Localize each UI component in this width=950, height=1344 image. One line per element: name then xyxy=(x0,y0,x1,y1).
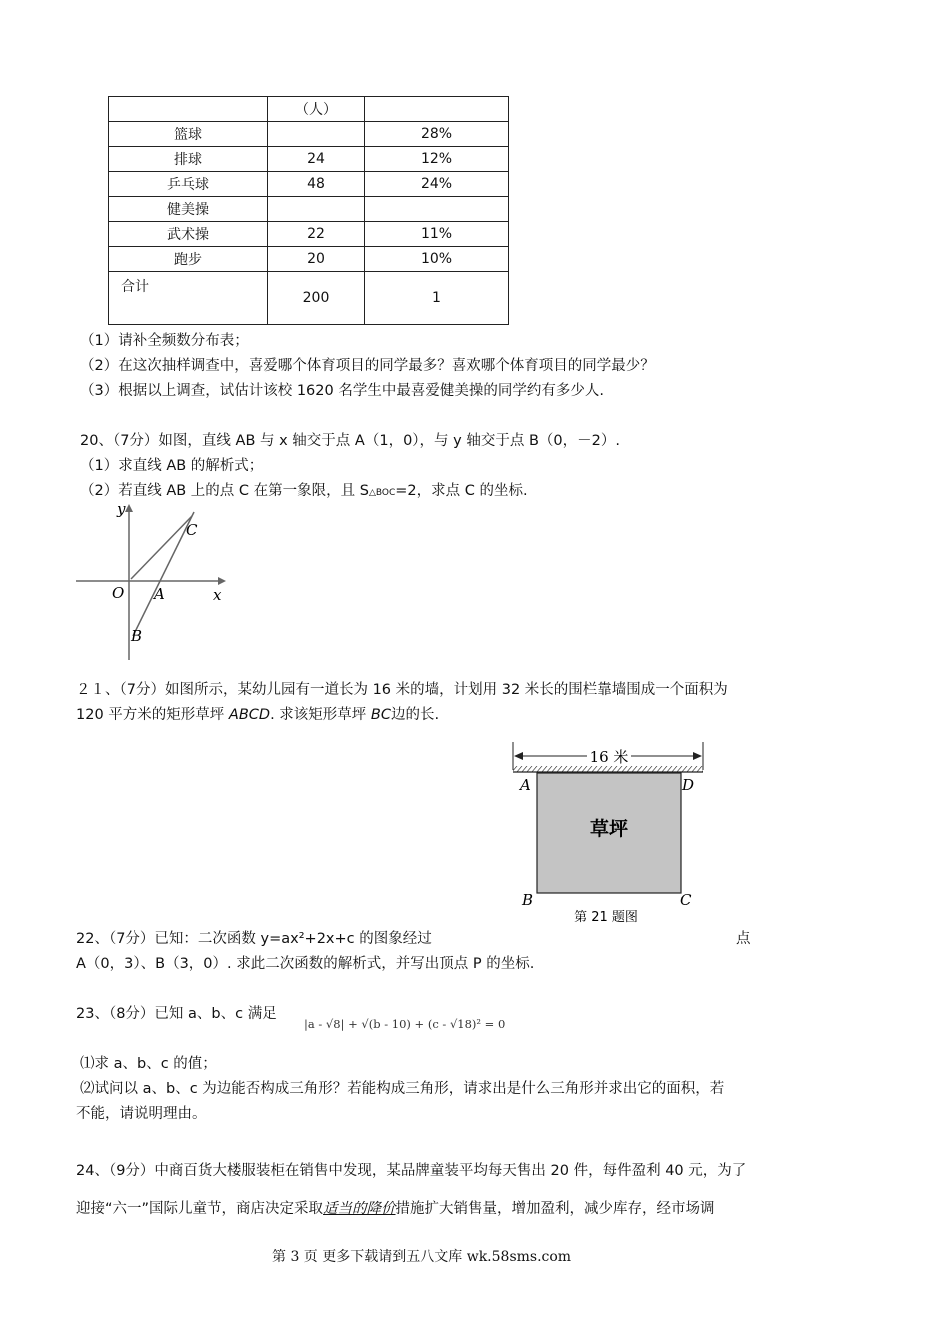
table-row xyxy=(109,222,509,247)
table-cell xyxy=(365,97,509,122)
wall-hatch xyxy=(513,766,703,772)
q23-part2-cont: 不能，请说明理由。 xyxy=(76,1106,207,1122)
q22-line2: A（0，3）、B（3，0）. 求此二次函数的解析式，并写出顶点 P 的坐标. xyxy=(76,956,535,972)
table-cell: 篮球 xyxy=(109,122,268,147)
table-cell: 乒乓球 xyxy=(109,172,268,197)
q19-part3: （3）根据以上调查，试估计该校 1620 名学生中最喜爱健美操的同学约有多少人. xyxy=(80,383,604,399)
table-cell: 48 xyxy=(268,172,365,197)
q20-part2-tail: =2，求点 C 的坐标. xyxy=(395,483,528,499)
q21-abcd: ABCD xyxy=(228,707,271,723)
label-x: x xyxy=(213,586,222,604)
q24-line2 xyxy=(76,1199,715,1219)
label-o: O xyxy=(112,584,125,602)
table-cell xyxy=(268,122,365,147)
q24-underlined: 适当的降价 xyxy=(323,1201,396,1217)
q21-text-a: 120 平方米的矩形草坪 xyxy=(76,707,229,723)
vertex-a: A xyxy=(520,776,531,794)
q23-part1: ⑴求 a、b、c 的值； xyxy=(80,1056,217,1072)
label-c: C xyxy=(186,521,198,539)
table-cell xyxy=(268,197,365,222)
q23-stem: 23、（8分）已知 a、b、c 满足 xyxy=(76,1006,277,1022)
table-cell: 20 xyxy=(268,247,365,272)
q21-text-c: 边的长. xyxy=(390,707,440,723)
q19-part2: （2）在这次抽样调查中，喜爱哪个体育项目的同学最多？喜欢哪个体育项目的同学最少？ xyxy=(80,358,655,374)
y-axis-arrow xyxy=(125,504,133,512)
table-cell: 24% xyxy=(365,172,509,197)
page-footer: 第 3 页 更多下载请到五八文库 wk.58sms.com xyxy=(272,1249,572,1265)
q23-formula: |a - √8| + √(b - 10) + (c - √18)² = 0 xyxy=(304,1017,506,1031)
table-cell: 排球 xyxy=(109,147,268,172)
q23-part2: ⑵试问以 a、b、c 为边能否构成三角形？若能构成三角形，请求出是什么三角形并求出它的面积，若 xyxy=(80,1081,725,1097)
table-row xyxy=(109,272,509,325)
q21-lawn-figure xyxy=(505,738,715,928)
table-cell: 12% xyxy=(365,147,509,172)
q20-subscript: △BOC xyxy=(368,488,396,498)
table-cell xyxy=(109,97,268,122)
vertex-b: B xyxy=(522,891,534,909)
q24-line1: 24、（9分）中商百货大楼服装柜在销售中发现，某品牌童装平均每天售出 20 件，每件盈利 40 元，为了 xyxy=(76,1163,747,1179)
dimension-arrow-right xyxy=(693,752,702,760)
table-cell: （人） xyxy=(268,97,365,122)
table-row xyxy=(109,172,509,197)
label-b: B xyxy=(131,627,143,645)
table-cell: 11% xyxy=(365,222,509,247)
dimension-arrow-left xyxy=(514,752,523,760)
table-row xyxy=(109,122,509,147)
q21-line2 xyxy=(76,705,439,725)
figure-caption: 第 21 题图 xyxy=(574,910,638,925)
table-cell: 28% xyxy=(365,122,509,147)
x-axis-arrow xyxy=(218,577,226,585)
line-ab xyxy=(133,512,194,636)
label-y: y xyxy=(117,500,126,518)
table-cell: 24 xyxy=(268,147,365,172)
segment-oc xyxy=(131,516,192,579)
table-row xyxy=(109,197,509,222)
q24-text-a: 迎接“六一”国际儿童节，商店决定采取 xyxy=(76,1201,324,1217)
table-cell: 合计 xyxy=(109,272,268,325)
q20-coordinate-figure xyxy=(70,496,240,666)
q21-bc: BC xyxy=(370,707,391,723)
table-row xyxy=(109,97,509,122)
wall-length-label: 16 米 xyxy=(589,748,629,766)
table-cell: 健美操 xyxy=(109,197,268,222)
table-cell: 1 xyxy=(365,272,509,325)
table-cell: 22 xyxy=(268,222,365,247)
table-cell: 跑步 xyxy=(109,247,268,272)
q21-line1: ２１、（7分）如图所示，某幼儿园有一道长为 16 米的墙，计划用 32 米长的围栏靠墙围成一个面积为 xyxy=(76,682,728,698)
q20-stem: 20、（7分）如图，直线 AB 与 x 轴交于点 A（1，0），与 y 轴交于点 B（0，－2）. xyxy=(80,433,620,449)
q20-part1: （1）求直线 AB 的解析式； xyxy=(80,458,264,474)
vertex-c: C xyxy=(680,891,692,909)
q21-text-b: . 求该矩形草坪 xyxy=(270,707,371,723)
table-row xyxy=(109,147,509,172)
q24-text-b: 措施扩大销售量，增加盈利，减少库存，经市场调 xyxy=(395,1201,715,1217)
q22-point: 点 xyxy=(736,931,751,947)
table-cell: 200 xyxy=(268,272,365,325)
table-cell: 武术操 xyxy=(109,222,268,247)
table-row xyxy=(109,247,509,272)
q22-line1: 22、（7分）已知：二次函数 y=ax²+2x+c 的图象经过 xyxy=(76,931,432,947)
q19-part1: （1）请补全频数分布表； xyxy=(80,333,249,349)
vertex-d: D xyxy=(682,776,695,794)
label-a: A xyxy=(154,585,165,603)
q20-part2-text: （2）若直线 AB 上的点 C 在第一象限，且 S xyxy=(80,483,369,499)
frequency-table xyxy=(108,96,509,325)
table-cell: 10% xyxy=(365,247,509,272)
lawn-label: 草坪 xyxy=(589,818,629,840)
table-cell xyxy=(365,197,509,222)
